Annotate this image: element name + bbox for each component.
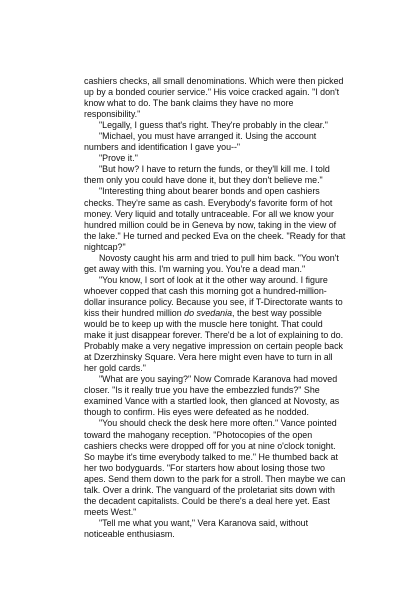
paragraph: cashiers checks, all small denominations. Which were then picked up by a bonded courier service." His voice cracked again. "I don't know what to do. The bank claims they have no more responsibility." [84,76,344,120]
paragraph-text: "You know, I sort of look at it the other way around. I figure whoever copped that cash this morning got a hundred-million-dollar insurance policy. Because you see, if T-Directorate wants to kiss their hundred million [84,274,343,318]
paragraph: "Michael, you must have arranged it. Using the account numbers and identification I gave you--" [84,131,317,153]
paragraph-text: , the best way possible would be to keep up with the muscle here tonight. That could make it just disappear forever. There'd be a lot of explaining to do. Probably make a very negative impression on certain people back at Dzerzhinsky Square. Vera here might even have to turn in all her gold cards." [84,307,344,374]
paragraph [84,275,346,374]
paragraph: "You should check the desk here more often." Vance pointed toward the mahogany reception. "Photocopies of the open cashiers checks were dropped off for you at nine o'clock tonight. So maybe it's time everybody talked to me." He thumbed back at her two bodyguards. "For starters how about losing those two apes. Send them down to the park for a stroll. Then maybe we can talk. Over a drink. The vanguard of the proletariat sits down with the decadent capitalists. Could be there's a deal here yet. East meets West." [84,418,346,517]
paragraph: "What are you saying?" Now Comrade Karanova had moved closer. "Is it really true you have the embezzled funds?" She examined Vance with a startled look, then glanced at Novosty, as though to confirm. His eyes were defeated as he nodded. [84,374,340,418]
emphasized-phrase: do svedania [184,307,233,318]
paragraph: "Tell me what you want," Vera Karanova said, without noticeable enthusiasm. [84,517,309,539]
paragraph: "But how? I have to return the funds, or they'll kill me. I told them only you could have done it, but they don't believe me." [84,164,330,186]
paragraph: "Legally, I guess that's right. They're probably in the clear." [99,120,328,131]
paragraph: "Prove it." [99,153,138,164]
paragraph: Novosty caught his arm and tried to pull him back. "You won't get away with this. I'm warning you. You're a dead man." [84,252,339,274]
paragraph: "Interesting thing about bearer bonds and open cashiers checks. They're same as cash. Everybody's favorite form of hot money. Very liquid and totally untraceable. For all we know your hundred million could be in Geneva by now, taking in the view of the lake." He turned and pecked Eva on the cheek. "Ready for that nightcap?" [84,186,346,252]
book-page [84,76,346,540]
